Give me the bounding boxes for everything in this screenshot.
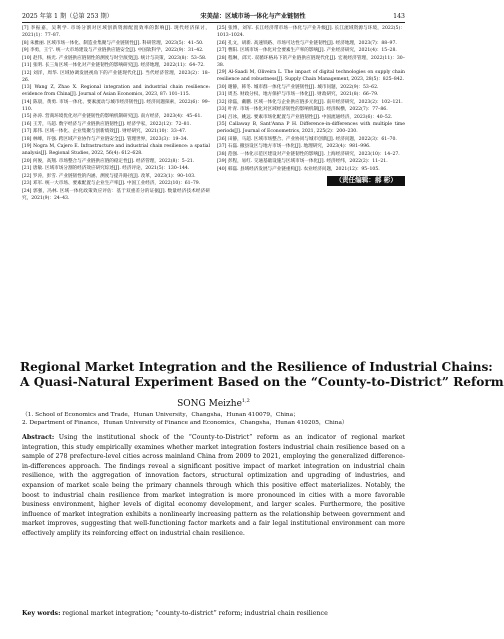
keywords [22,609,405,618]
reference-item: [37] 石磊. 撤县设区与地方市场一体化[J]. 地理研究，2023(4)：981–996. [217,144,371,149]
reference-item: [20] 何俊，高翔. 市场整合与产业链供应链的稳定性[J]. 经济管理，2022(8)：5–21. [22,158,195,164]
affiliations [22,411,405,428]
reference-item: [26] 孔文，胡新. 高速铁路、市场可达性与产业链韧性[J]. 经济地理，2023(7)：88–97. [217,40,397,46]
reference-item: [30] 谢静，韩冬. 城市群一体化与产业链韧性[J]. 城市问题，2022(9)：53–62. [217,84,379,90]
editor-line [217,176,405,186]
reference-item: [28] 程琳，邱天. 双循环格局下的产业链供应链现代化[J]. 宏观经济管理，2022(11)：30–38. [217,55,405,68]
reference-item: [9] 李勇，王宁. 统一大市场建设与产业链供应链安全[J]. 中国软科学，2022(9)：31–42. [22,48,204,53]
reference-item: [8] 朱雅丽. 区域市场一体化、制造业集聚与产业链韧性[J]. 科研管理，2023(5)：41–50. [22,40,204,46]
english-title [20,360,504,390]
reference-item: [22] 罗涛，彭雪. 产业链韧性的内涵、测度与提升路径[J]. 改革，2023(1)：90–103. [22,173,196,179]
reference-item: [31] 周杰. 财政分权、地方保护与市场一体化[J]. 财政研究，2021(8)：66–79. [217,92,379,97]
reference-item: [35] Callaway B, Sant'Anna P H. Difference-in-differences with multiple time periods[J]. Journal of Econometrics, 2021, 225(2)：200–230. [217,122,405,134]
abstract [22,433,405,539]
author-name: SONG Meizhe [177,399,242,409]
running-title: 宋美喆：区域市场一体化与产业链韧性 [200,13,306,20]
abstract-label: Abstract: [22,434,55,441]
reference-item: [40] 韩磊. 县域经济发展与产业链重构[J]. 农业经济问题，2021(12)：95–105. [217,166,380,172]
english-title-line-1: Regional Market Integration and the Resilience of Industrial Chains: [20,360,493,374]
reference-list [22,25,405,350]
reference-item: [38] 范强. 一体化示范区建设对产业链韧性的影响[J]. 上海经济研究，2023(10)：14–27. [217,151,400,157]
reference-item: [19] Nogra M, Cajero E. Infrastructure and industrial chain resilience: a spatial analysis[J]. Regional Studies, 2022, 56(4): 612–628. [22,144,210,156]
reference-item: [18] 林峰，许强. 跨区域产业协作与产业链安全[J]. 管理世界，2023(3)：19–34. [22,136,189,142]
reference-item: [21] 唐敏. 区域市场分割的经济效应研究综述[J]. 经济评论，2021(5)：130–144. [22,166,190,171]
affiliation-2: 2. Department of Finance，Hunan University of Finance and Economics，Changsha，Hunan 410205，China） [22,420,348,427]
reference-item: [11] 张明. 长三角区域一体化对产业链韧性的影响研究[J]. 经济地理，2022(11)：64–72. [22,63,205,68]
keywords-text: regional market integration; “county-to-district” reform; industrial chain resilience [60,610,328,617]
reference-item: [15] 孙涛. 营商环境优化对产业链韧性的影响机制研究[J]. 南方经济，2023(4)：45–61. [22,114,202,119]
reference-item: [33] 叶青. 市场一体化对区域经济韧性的影响机制[J]. 经济纵横，2022(7)：77–86. [217,107,388,112]
reference-item: [17] 郑伟. 区域一体化、企业集聚与创新绩效[J]. 财经研究，2021(10)：33–47. [22,129,187,134]
reference-item: [32] 徐磊，戴鹏. 区域一体化与企业供应链多元化[J]. 南开经济研究，2023(2)：102–121. [217,99,403,105]
reference-item: [24] 郭强，冯林. 区域一体化政策效应评估：基于双重差分的证据[J]. 数量经济技术经济研究，2021(9)：24–43. [22,188,210,201]
page-number: 143 [393,13,405,20]
reference-item: [25] 张博，刘军. 长江经济带市场一体化与产业升级[J]. 长江流域资源与环境，2022(5)：1013–1024. [217,26,405,38]
journal-issue: 2025 年第 1 期（总第 253 期） [22,13,113,20]
reference-item: [7] 李振嘉，吴利学. 市场分割对区域创新资源配置效率的影响[J]. 现代经济探讨，2021(1)：77–87. [22,26,210,38]
reference-item: [23] 邓军. 统一大市场、要素配置与企业生产率[J]. 中国工业经济，2022(10)：61–79. [22,181,201,186]
reference-item: [14] 陈晨，黄勇. 市场一体化、要素流动与城市经济韧性[J]. 经济问题探索，2022(6)：99–110. [22,99,210,112]
reference-item: [10] 赵伟，杨光. 产业链供应链韧性的测度与时空演变[J]. 统计与决策，2023(8)：53–58. [22,55,207,61]
reference-item: [39] 彭程，易红. 交通基础设施与区域市场一体化[J]. 经济经纬，2022(2)：11–21. [217,159,388,164]
author-line [0,398,427,409]
affiliation-1: （1. School of Economics and Trade，Hunan University，Changsha，Hunan 410079，China； [22,412,299,418]
page-header [22,6,405,23]
reference-item: [12] 刘洋，周华. 区域协调发展视角下的产业链现代化[J]. 当代经济管理，2023(2)：18–26. [22,70,210,83]
keywords-label: Key words: [22,610,61,617]
reference-item: [13] Wang Z, Zhao X. Regional integration and industrial chain resilience: evidence from China[J]. Journal of Asian Economics, 2023, 87: 101–115. [22,85,210,97]
responsible-editor-label: （责任编辑：郝 彬） [327,176,405,186]
abstract-text: Using the institutional shock of the “County-to-District” reform as an indicator of regional market integration, this study empirically examines whether market integration fosters industrial chain resilience based on a sample of 278 prefecture-level cities across mainland China from 2009 to 2021, employing the generalized difference-in-differences approach. The findings reveal a significant positive impact of market integration on industrial chain resilience, with the aggregation of innovation factors, structural optimization and upgrading of industries, and expansion of market scale being the primary channels through which this positive effect materializes. Notably, the boost to industrial chain resilience from market integration is more pronounced in cities with a more favorable business environment, higher levels of digital economy development, and larger scales. Furthermore, the positive influence of market integration exhibits a nonlinearly increasing pattern as the relationship between government and market improves, suggesting that well-functioning factor markets and a fair legal institutional environment can more effectively amplify its reinforcing effect on industrial chain resilience. [22,434,405,537]
reference-item: [36] 田静，马超. 区域市场整合、产业协同与城市创新[J]. 经济问题，2022(3)：61–70. [217,136,397,142]
author-affiliation-marks: 1,2 [241,398,250,404]
reference-item: [27] 曹阳. 区域市场一体化对全要素生产率的影响[J]. 产业经济研究，2021(4)：15–28. [217,48,397,53]
reference-item: [34] 吕冰，姚远. 要素市场化配置与产业链韧性[J]. 中国流通经济，2023(6)：40–52. [217,114,393,120]
references-right-column [217,25,405,350]
reference-item: [29] Al-Saadi M, Oliveira L. The impact of digital technologies on supply chain resilience and robustness[J]. Supply Chain Management, 2023, 28(5)：825–842. [217,70,405,82]
english-title-line-2: A Quasi-Natural Experiment Based on the “County-to-District” Reform [20,375,504,389]
references-left-column [22,25,210,350]
reference-item: [16] 王芳，马超. 数字经济与产业链供应链韧性[J]. 经济学家，2022(12)：72–81. [22,121,191,127]
